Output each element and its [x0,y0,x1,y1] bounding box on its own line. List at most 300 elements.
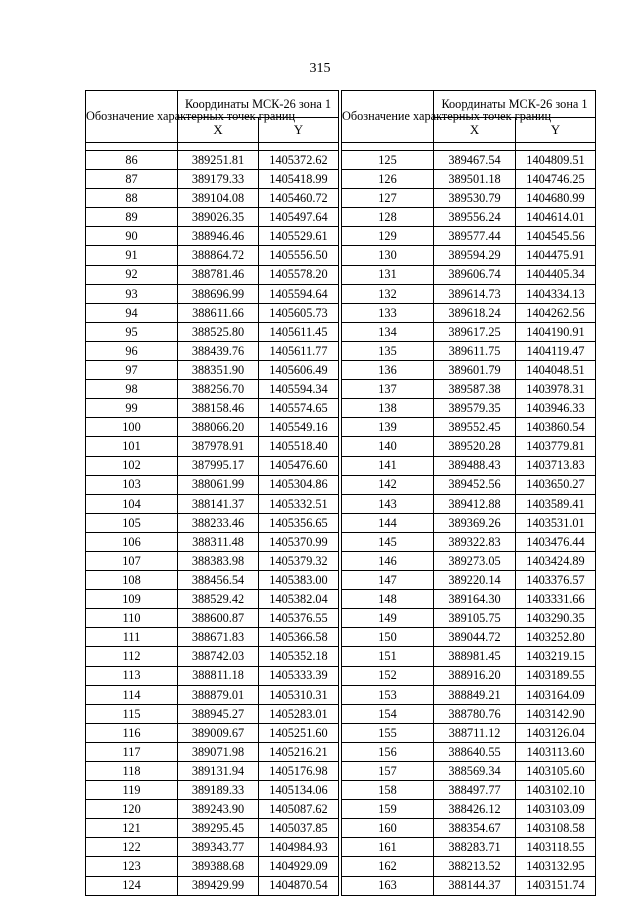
table-row [342,322,596,341]
table-row [342,704,596,723]
x-value-cell: 389530.79 [434,189,516,208]
x-value-cell: 389322.83 [434,532,516,551]
point-number-cell: 144 [342,513,434,532]
y-value-cell: 1405574.65 [259,399,339,418]
y-value-cell: 1405518.40 [259,437,339,456]
table-row [342,590,596,609]
point-number-cell: 106 [86,532,178,551]
point-number-cell: 145 [342,532,434,551]
x-value-cell: 389617.25 [434,322,516,341]
table-row [86,418,339,437]
x-value-cell: 389179.33 [178,170,259,189]
y-value-cell: 1404475.91 [516,246,596,265]
point-number-cell: 126 [342,170,434,189]
y-value-cell: 1403219.15 [516,647,596,666]
table-row [86,380,339,399]
y-value-cell: 1405134.06 [259,781,339,800]
x-value-cell: 388849.21 [434,685,516,704]
point-number-cell: 105 [86,513,178,532]
y-value-cell: 1403946.33 [516,399,596,418]
table-row [342,189,596,208]
point-number-cell: 133 [342,303,434,322]
point-number-cell: 148 [342,590,434,609]
table-row [342,532,596,551]
coordinates-table-right [341,90,596,896]
y-value-cell: 1403860.54 [516,418,596,437]
x-value-cell: 389164.30 [434,590,516,609]
table-row [342,418,596,437]
table-row [342,762,596,781]
y-value-cell: 1405611.77 [259,341,339,360]
x-value-cell: 389295.45 [178,819,259,838]
y-value-cell: 1403589.41 [516,494,596,513]
point-number-cell: 125 [342,151,434,170]
point-number-cell: 159 [342,800,434,819]
y-value-cell: 1404334.13 [516,284,596,303]
y-value-cell: 1405283.01 [259,704,339,723]
coordinates-header: Координаты МСК-26 зона 1 [434,91,596,118]
table-row [342,685,596,704]
x-value-cell: 389251.81 [178,151,259,170]
table-row [342,666,596,685]
x-value-cell: 389343.77 [178,838,259,857]
point-number-cell: 129 [342,227,434,246]
y-value-cell: 1403189.55 [516,666,596,685]
y-value-cell: 1403132.95 [516,857,596,876]
x-value-cell: 389520.28 [434,437,516,456]
table-row [86,628,339,647]
point-number-cell: 162 [342,857,434,876]
point-number-cell: 89 [86,208,178,227]
point-number-cell: 99 [86,399,178,418]
x-value-cell: 389594.29 [434,246,516,265]
point-number-cell: 131 [342,265,434,284]
table-row [86,685,339,704]
y-value-cell: 1403376.57 [516,571,596,590]
y-value-cell: 1403108.58 [516,819,596,838]
y-header: Y [516,118,596,143]
x-value-cell: 389429.99 [178,876,259,895]
x-value-cell: 389388.68 [178,857,259,876]
table-row [86,742,339,761]
y-value-cell: 1404119.47 [516,341,596,360]
table-row [342,571,596,590]
y-value-cell: 1405216.21 [259,742,339,761]
table-row [342,800,596,819]
x-value-cell: 389601.79 [434,361,516,380]
x-value-cell: 388916.20 [434,666,516,685]
y-value-cell: 1405611.45 [259,322,339,341]
y-value-cell: 1405366.58 [259,628,339,647]
table-row [86,265,339,284]
point-number-cell: 158 [342,781,434,800]
y-value-cell: 1404545.56 [516,227,596,246]
point-number-cell: 137 [342,380,434,399]
table-row [342,551,596,570]
table-row [86,532,339,551]
table-row [86,151,339,170]
y-value-cell: 1403151.74 [516,876,596,895]
y-value-cell: 1404614.01 [516,208,596,227]
y-value-cell: 1403331.66 [516,590,596,609]
y-value-cell: 1404870.54 [259,876,339,895]
point-number-cell: 115 [86,704,178,723]
y-value-cell: 1403126.04 [516,723,596,742]
point-number-cell: 127 [342,189,434,208]
table-row [86,666,339,685]
table-row [342,475,596,494]
coordinates-table-left [85,90,339,896]
table-row [342,819,596,838]
point-number-cell: 149 [342,609,434,628]
coordinates-header: Координаты МСК-26 зона 1 [178,91,339,118]
point-number-cell: 163 [342,876,434,895]
table-row [342,265,596,284]
point-number-cell: 122 [86,838,178,857]
table-row [86,876,339,895]
x-value-cell: 388946.46 [178,227,259,246]
x-value-cell: 389026.35 [178,208,259,227]
y-value-cell: 1403779.81 [516,437,596,456]
y-value-cell: 1405037.85 [259,819,339,838]
point-number-cell: 102 [86,456,178,475]
table-row [342,151,596,170]
point-number-cell: 104 [86,494,178,513]
point-number-cell: 86 [86,151,178,170]
point-number-cell: 109 [86,590,178,609]
table-row [342,781,596,800]
table-row [86,781,339,800]
point-number-cell: 147 [342,571,434,590]
point-number-cell: 91 [86,246,178,265]
table-row [86,609,339,628]
x-value-cell: 388061.99 [178,475,259,494]
x-value-cell: 389220.14 [434,571,516,590]
y-value-cell: 1405332.51 [259,494,339,513]
point-number-cell: 134 [342,322,434,341]
x-value-cell: 388158.46 [178,399,259,418]
x-value-cell: 389556.24 [434,208,516,227]
y-value-cell: 1403105.60 [516,762,596,781]
x-value-cell: 388213.52 [434,857,516,876]
y-value-cell: 1405356.65 [259,513,339,532]
x-value-cell: 389452.56 [434,475,516,494]
point-number-cell: 132 [342,284,434,303]
y-value-cell: 1404405.34 [516,265,596,284]
x-value-cell: 388525.80 [178,322,259,341]
table-row [86,361,339,380]
point-number-cell: 152 [342,666,434,685]
point-number-cell: 136 [342,361,434,380]
y-value-cell: 1405460.72 [259,189,339,208]
point-number-cell: 130 [342,246,434,265]
point-number-cell: 138 [342,399,434,418]
point-number-cell: 110 [86,609,178,628]
point-number-cell: 141 [342,456,434,475]
x-value-cell: 389131.94 [178,762,259,781]
point-number-cell: 128 [342,208,434,227]
point-number-cell: 113 [86,666,178,685]
x-value-cell: 389618.24 [434,303,516,322]
x-value-cell: 389577.44 [434,227,516,246]
point-number-cell: 146 [342,551,434,570]
y-value-cell: 1404929.09 [259,857,339,876]
y-value-cell: 1405372.62 [259,151,339,170]
x-value-cell: 388864.72 [178,246,259,265]
x-value-cell: 388945.27 [178,704,259,723]
point-number-cell: 139 [342,418,434,437]
y-value-cell: 1404048.51 [516,361,596,380]
y-value-cell: 1403113.60 [516,742,596,761]
point-number-cell: 92 [86,265,178,284]
y-value-cell: 1405418.99 [259,170,339,189]
x-value-cell: 389044.72 [434,628,516,647]
table-row [86,494,339,513]
y-value-cell: 1403713.83 [516,456,596,475]
y-value-cell: 1403103.09 [516,800,596,819]
table-row [342,437,596,456]
y-value-cell: 1403252.80 [516,628,596,647]
table-row [342,170,596,189]
x-value-cell: 388354.67 [434,819,516,838]
table-row [342,380,596,399]
point-number-cell: 98 [86,380,178,399]
x-value-cell: 389501.18 [434,170,516,189]
point-number-cell: 140 [342,437,434,456]
table-row [86,704,339,723]
x-value-cell: 387978.91 [178,437,259,456]
y-value-cell: 1405594.34 [259,380,339,399]
x-value-cell: 389104.08 [178,189,259,208]
point-number-cell: 112 [86,647,178,666]
y-value-cell: 1405382.04 [259,590,339,609]
point-number-cell: 154 [342,704,434,723]
table-row [342,513,596,532]
point-number-cell: 103 [86,475,178,494]
point-number-cell: 111 [86,628,178,647]
point-number-cell: 93 [86,284,178,303]
table-row [86,551,339,570]
y-value-cell: 1405605.73 [259,303,339,322]
y-value-cell: 1405376.55 [259,609,339,628]
point-number-cell: 160 [342,819,434,838]
y-header: Y [259,118,339,143]
table-row [86,341,339,360]
y-value-cell: 1405251.60 [259,723,339,742]
table-row [86,838,339,857]
table-row [342,227,596,246]
x-value-cell: 389273.05 [434,551,516,570]
table-row [86,857,339,876]
table-row [342,303,596,322]
point-number-cell: 155 [342,723,434,742]
x-value-cell: 389552.45 [434,418,516,437]
y-value-cell: 1405497.64 [259,208,339,227]
table-row [86,723,339,742]
x-value-cell: 388351.90 [178,361,259,380]
x-value-cell: 388611.66 [178,303,259,322]
x-value-cell: 388066.20 [178,418,259,437]
table-row [86,513,339,532]
point-number-cell: 121 [86,819,178,838]
y-value-cell: 1405383.00 [259,571,339,590]
point-number-cell: 157 [342,762,434,781]
y-value-cell: 1405529.61 [259,227,339,246]
x-value-cell: 388780.76 [434,704,516,723]
x-value-cell: 388671.83 [178,628,259,647]
point-number-cell: 88 [86,189,178,208]
designation-header: Обозначение характерных точек границ [342,91,434,143]
point-number-cell: 150 [342,628,434,647]
y-value-cell: 1405087.62 [259,800,339,819]
y-value-cell: 1403424.89 [516,551,596,570]
point-number-cell: 135 [342,341,434,360]
table-row [342,628,596,647]
point-number-cell: 94 [86,303,178,322]
table-row [342,361,596,380]
x-value-cell: 389614.73 [434,284,516,303]
point-number-cell: 101 [86,437,178,456]
x-value-cell: 389369.26 [434,513,516,532]
point-number-cell: 95 [86,322,178,341]
x-value-cell: 388711.12 [434,723,516,742]
table-row [86,800,339,819]
y-value-cell: 1405310.31 [259,685,339,704]
table-row [86,762,339,781]
x-value-cell: 388569.34 [434,762,516,781]
point-number-cell: 114 [86,685,178,704]
y-value-cell: 1405606.49 [259,361,339,380]
y-value-cell: 1404746.25 [516,170,596,189]
x-value-cell: 388311.48 [178,532,259,551]
y-value-cell: 1403164.09 [516,685,596,704]
point-number-cell: 124 [86,876,178,895]
x-value-cell: 389243.90 [178,800,259,819]
y-value-cell: 1405176.98 [259,762,339,781]
x-value-cell: 389467.54 [434,151,516,170]
table-row [342,723,596,742]
table-row [86,322,339,341]
table-row [86,303,339,322]
page-number: 315 [309,61,331,76]
x-value-cell: 388529.42 [178,590,259,609]
y-value-cell: 1405556.50 [259,246,339,265]
point-number-cell: 143 [342,494,434,513]
y-value-cell: 1403142.90 [516,704,596,723]
point-number-cell: 117 [86,742,178,761]
y-value-cell: 1405594.64 [259,284,339,303]
x-value-cell: 387995.17 [178,456,259,475]
x-value-cell: 389189.33 [178,781,259,800]
table-row [86,227,339,246]
table-row [86,456,339,475]
table-row [86,246,339,265]
table-row [342,838,596,857]
y-value-cell: 1403290.35 [516,609,596,628]
y-value-cell: 1404262.56 [516,303,596,322]
point-number-cell: 90 [86,227,178,246]
x-value-cell: 388879.01 [178,685,259,704]
point-number-cell: 142 [342,475,434,494]
x-value-cell: 388497.77 [434,781,516,800]
y-value-cell: 1405549.16 [259,418,339,437]
x-value-cell: 389579.35 [434,399,516,418]
y-value-cell: 1405370.99 [259,532,339,551]
table-row [86,170,339,189]
table-row [86,590,339,609]
x-value-cell: 388283.71 [434,838,516,857]
table-row [86,437,339,456]
y-value-cell: 1403476.44 [516,532,596,551]
x-value-cell: 388426.12 [434,800,516,819]
point-number-cell: 107 [86,551,178,570]
point-number-cell: 151 [342,647,434,666]
point-number-cell: 120 [86,800,178,819]
point-number-cell: 118 [86,762,178,781]
table-row [342,494,596,513]
x-value-cell: 389606.74 [434,265,516,284]
table-row [86,571,339,590]
y-value-cell: 1403978.31 [516,380,596,399]
table-row [342,208,596,227]
y-value-cell: 1405352.18 [259,647,339,666]
x-value-cell: 388781.46 [178,265,259,284]
table-row [86,189,339,208]
x-value-cell: 388233.46 [178,513,259,532]
point-number-cell: 116 [86,723,178,742]
x-value-cell: 389412.88 [434,494,516,513]
x-value-cell: 389587.38 [434,380,516,399]
table-row [86,475,339,494]
table-row [86,647,339,666]
y-value-cell: 1405476.60 [259,456,339,475]
x-header: X [178,118,259,143]
x-value-cell: 388456.54 [178,571,259,590]
y-value-cell: 1404190.91 [516,322,596,341]
x-value-cell: 388383.98 [178,551,259,570]
x-value-cell: 388696.99 [178,284,259,303]
x-value-cell: 389105.75 [434,609,516,628]
table-row [342,399,596,418]
x-value-cell: 388742.03 [178,647,259,666]
table-row [342,341,596,360]
y-value-cell: 1405578.20 [259,265,339,284]
y-value-cell: 1405304.86 [259,475,339,494]
designation-header: Обозначение характерных точек границ [86,91,178,143]
table-row [342,742,596,761]
y-value-cell: 1404984.93 [259,838,339,857]
x-value-cell: 388640.55 [434,742,516,761]
point-number-cell: 156 [342,742,434,761]
y-value-cell: 1405333.39 [259,666,339,685]
y-value-cell: 1403650.27 [516,475,596,494]
table-row [342,609,596,628]
table-row [342,246,596,265]
x-value-cell: 388141.37 [178,494,259,513]
y-value-cell: 1405379.32 [259,551,339,570]
x-value-cell: 389071.98 [178,742,259,761]
point-number-cell: 96 [86,341,178,360]
table-row [342,647,596,666]
y-value-cell: 1404680.99 [516,189,596,208]
table-row [342,857,596,876]
x-value-cell: 388811.18 [178,666,259,685]
table-row [342,456,596,475]
table-row [86,819,339,838]
table-row [86,399,339,418]
y-value-cell: 1403118.55 [516,838,596,857]
x-value-cell: 388144.37 [434,876,516,895]
